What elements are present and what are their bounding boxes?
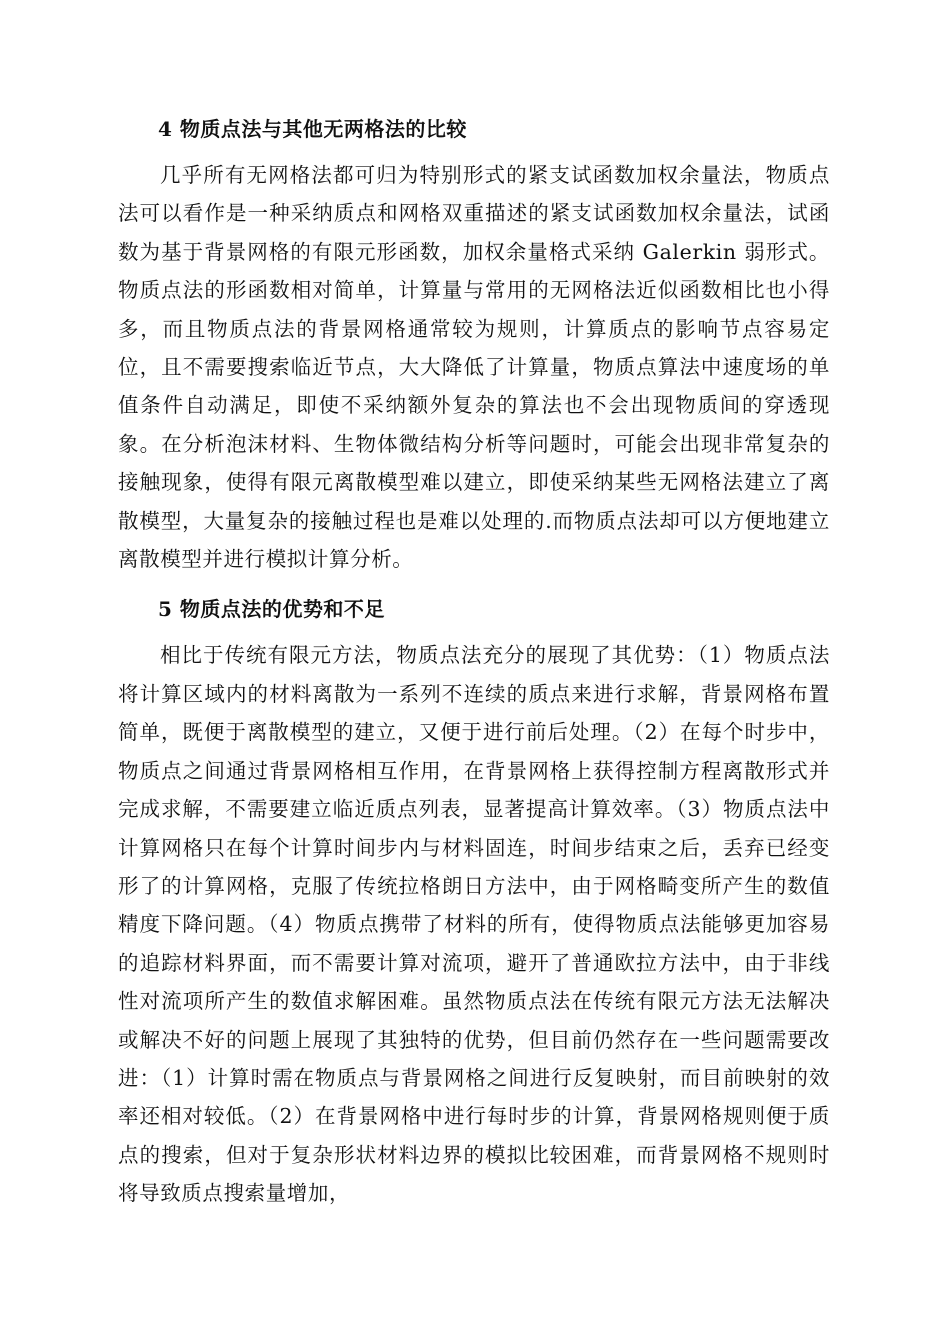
section-5-paragraph: 相比于传统有限元方法，物质点法充分的展现了其优势：（1）物质点法将计算区域内的材料离散为一系列不连续的质点来进行求解，背景网格布置简单，既便于离散模型的建立，又便于进行前后处理。（2）在每个时步中，物质点之间通过背景网格相互作用，在背景网格上获得控制方程离散形式并完成求解，不需要建立临近质点列表，显著提高计算效率。（3）物质点法中计算网格只在每个计算时间步内与材料固连，时间步结束之后，丢弃已经变形了的计算网格，克服了传统拉格朗日方法中，由于网格畸变所产生的数值精度下降问题。（4）物质点携带了材料的所有，使得物质点法能够更加容易的追踪材料界面，而不需要计算对流项，避开了普通欧拉方法中，由于非线性对流项所产生的数值求解困难。虽然物质点法在传统有限元方法无法解决或解决不好的问题上展现了其独特的优势，但目前仍然存在一些问题需要改进：（1）计算时需在物质点与背景网格之间进行反复映射，而目前映射的效率还相对较低。（2）在背景网格中进行每时步的计算，背景网格规则便于质点的搜索，但对于复杂形状材料边界的模拟比较困难，而背景网格不规则时将导致质点搜索量增加， [118,643,830,1206]
section-heading-5: 5 物质点法的优势和不足 [158,597,385,622]
document-body [118,108,830,1219]
section-4-paragraph: 几乎所有无网格法都可归为特别形式的紧支试函数加权余量法，物质点法可以看作是一种采纳质点和网格双重描述的紧支试函数加权余量法，试函数为基于背景网格的有限元形函数，加权余量格式采纳 Galerkin 弱形式。物质点法的形函数相对简单，计算量与常用的无网格法近似函数相比也小得多，而且物质点法的背景网格通常较为规则，计算质点的影响节点容易定位，且不需要搜索临近节点，大大降低了计算量，物质点算法中速度场的单值条件自动满足，即使不采纳额外复杂的算法也不会出现物质间的穿透现象。在分析泡沫材料、生物体微结构分析等问题时，可能会出现非常复杂的接触现象，使得有限元离散模型难以建立，即使采纳某些无网格法建立了离散模型，大量复杂的接触过程也是难以处理的.而物质点法却可以方便地建立离散模型并进行模拟计算分析。 [118,163,830,572]
section-heading-4: 4 物质点法与其他无两格法的比较 [158,117,467,141]
